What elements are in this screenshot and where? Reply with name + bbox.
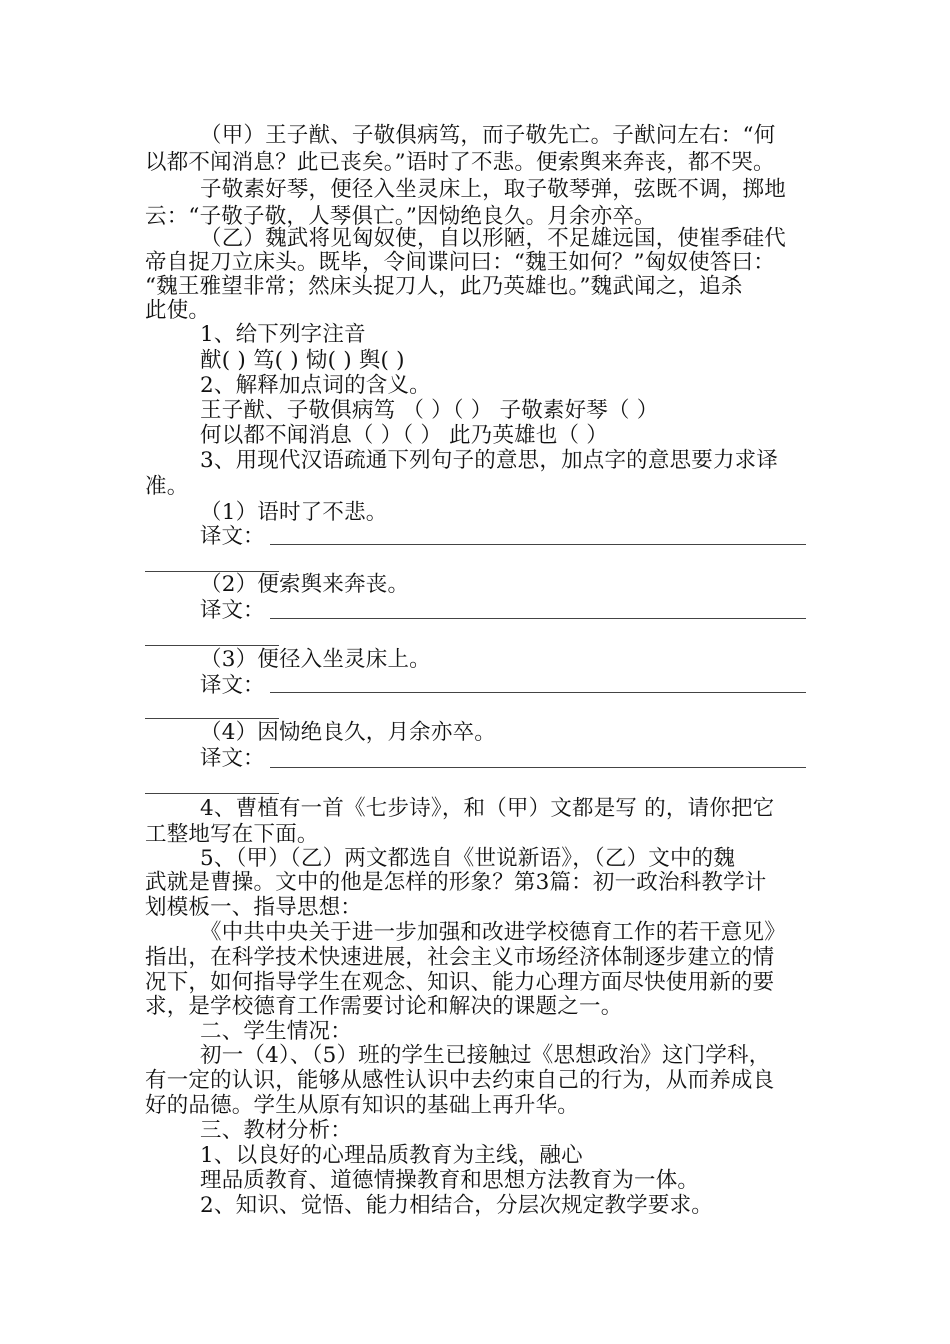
question-2-line: 何以都不闻消息（ ）（ ） 此乃英雄也（ ） — [200, 423, 608, 448]
answer-line — [270, 692, 806, 693]
question-5-line: 划模板一、指导思想： — [145, 895, 363, 920]
question-3-item: （3）便径入坐灵床上。 — [200, 647, 431, 672]
answer-line — [145, 793, 279, 794]
guiding-line: 况下，如何指导学生在观念、知识、能力心理方面尽快使用新的要 — [145, 970, 775, 995]
passage-b-line: 此使。 — [145, 298, 211, 323]
passage-a-line: 子敬素好琴，便径入坐灵床上，取子敬琴弹，弦既不调，掷地 — [200, 177, 786, 202]
question-2-title: 2、解释加点词的含义。 — [200, 373, 431, 398]
students-line: 好的品德。学生从原有知识的基础上再升华。 — [145, 1093, 580, 1118]
translation-label: 译文： — [200, 524, 265, 549]
materials-line: 理品质教育、道德情操教育和思想方法教育为一体。 — [200, 1168, 700, 1193]
guiding-line: 《中共中央关于进一步加强和改进学校德育工作的若干意见》 — [200, 920, 786, 945]
materials-line: 1、以良好的心理品质教育为主线，融心 — [200, 1143, 583, 1168]
translation-label: 译文： — [200, 746, 265, 771]
question-1-items: 猷( ) 笃( ) 恸( ) 舆( ) — [200, 348, 405, 373]
passage-a-line: （甲）王子猷、子敬俱病笃，而子敬先亡。子猷问左右：“何 — [200, 123, 776, 148]
guiding-line: 指出，在科学技术快速进展，社会主义市场经济体制逐步建立的情 — [145, 945, 775, 970]
question-5-line: 5、（甲）（乙）两文都选自《世说新语》，（乙）文中的魏 — [200, 846, 736, 871]
students-line: 有一定的认识，能够从感性认识中去约束自己的行为，从而养成良 — [145, 1068, 775, 1093]
question-3-item: （1）语时了不悲。 — [200, 500, 388, 525]
answer-line — [270, 544, 806, 545]
answer-line — [145, 718, 279, 719]
question-2-line: 王子猷、子敬俱病笃 （ ）（ ） 子敬素好琴（ ） — [200, 398, 659, 423]
answer-line — [270, 618, 806, 619]
question-5-line: 武就是曹操。文中的他是怎样的形象？第3篇：初一政治科教学计 — [145, 870, 767, 895]
question-3-title: 3、用现代汉语疏通下列句子的意思，加点字的意思要力求译 — [200, 448, 779, 473]
passage-b-line: 帝自捉刀立床头。既毕，令间谍问曰：“魏王如何？”匈奴使答曰： — [145, 250, 775, 275]
answer-line — [270, 767, 806, 768]
question-4-line: 4、曹植有一首《七步诗》，和（甲）文都是写 的，请你把它 — [200, 796, 775, 821]
question-1-title: 1、给下列字注音 — [200, 322, 366, 347]
materials-line: 2、知识、觉悟、能力相结合，分层次规定教学要求。 — [200, 1193, 713, 1218]
question-4-line: 工整地写在下面。 — [145, 822, 319, 847]
question-3-item: （4）因恸绝良久，月余亦卒。 — [200, 720, 496, 745]
students-title: 二、学生情况： — [200, 1019, 352, 1044]
answer-line — [145, 645, 279, 646]
guiding-line: 求，是学校德育工作需要讨论和解决的课题之一。 — [145, 994, 623, 1019]
passage-a-line: 云：“子敬子敬，人琴俱亡。”因恸绝良久。月余亦卒。 — [145, 204, 656, 229]
translation-label: 译文： — [200, 673, 265, 698]
question-3-title: 准。 — [145, 474, 189, 499]
materials-title: 三、教材分析： — [200, 1118, 352, 1143]
passage-b-line: “魏王雅望非常；然床头捉刀人，此乃英雄也。”魏武闻之，追杀 — [145, 274, 743, 299]
students-line: 初一（4）、（5）班的学生已接触过《思想政治》这门学科， — [200, 1043, 771, 1068]
translation-label: 译文： — [200, 598, 265, 623]
question-3-item: （2）便索舆来奔丧。 — [200, 572, 410, 597]
passage-b-line: （乙）魏武将见匈奴使，自以形陋，不足雄远国，使崔季硅代 — [200, 226, 786, 251]
passage-a-line: 以都不闻消息？此已丧矣。”语时了不悲。便索舆来奔丧，都不哭。 — [145, 150, 775, 175]
